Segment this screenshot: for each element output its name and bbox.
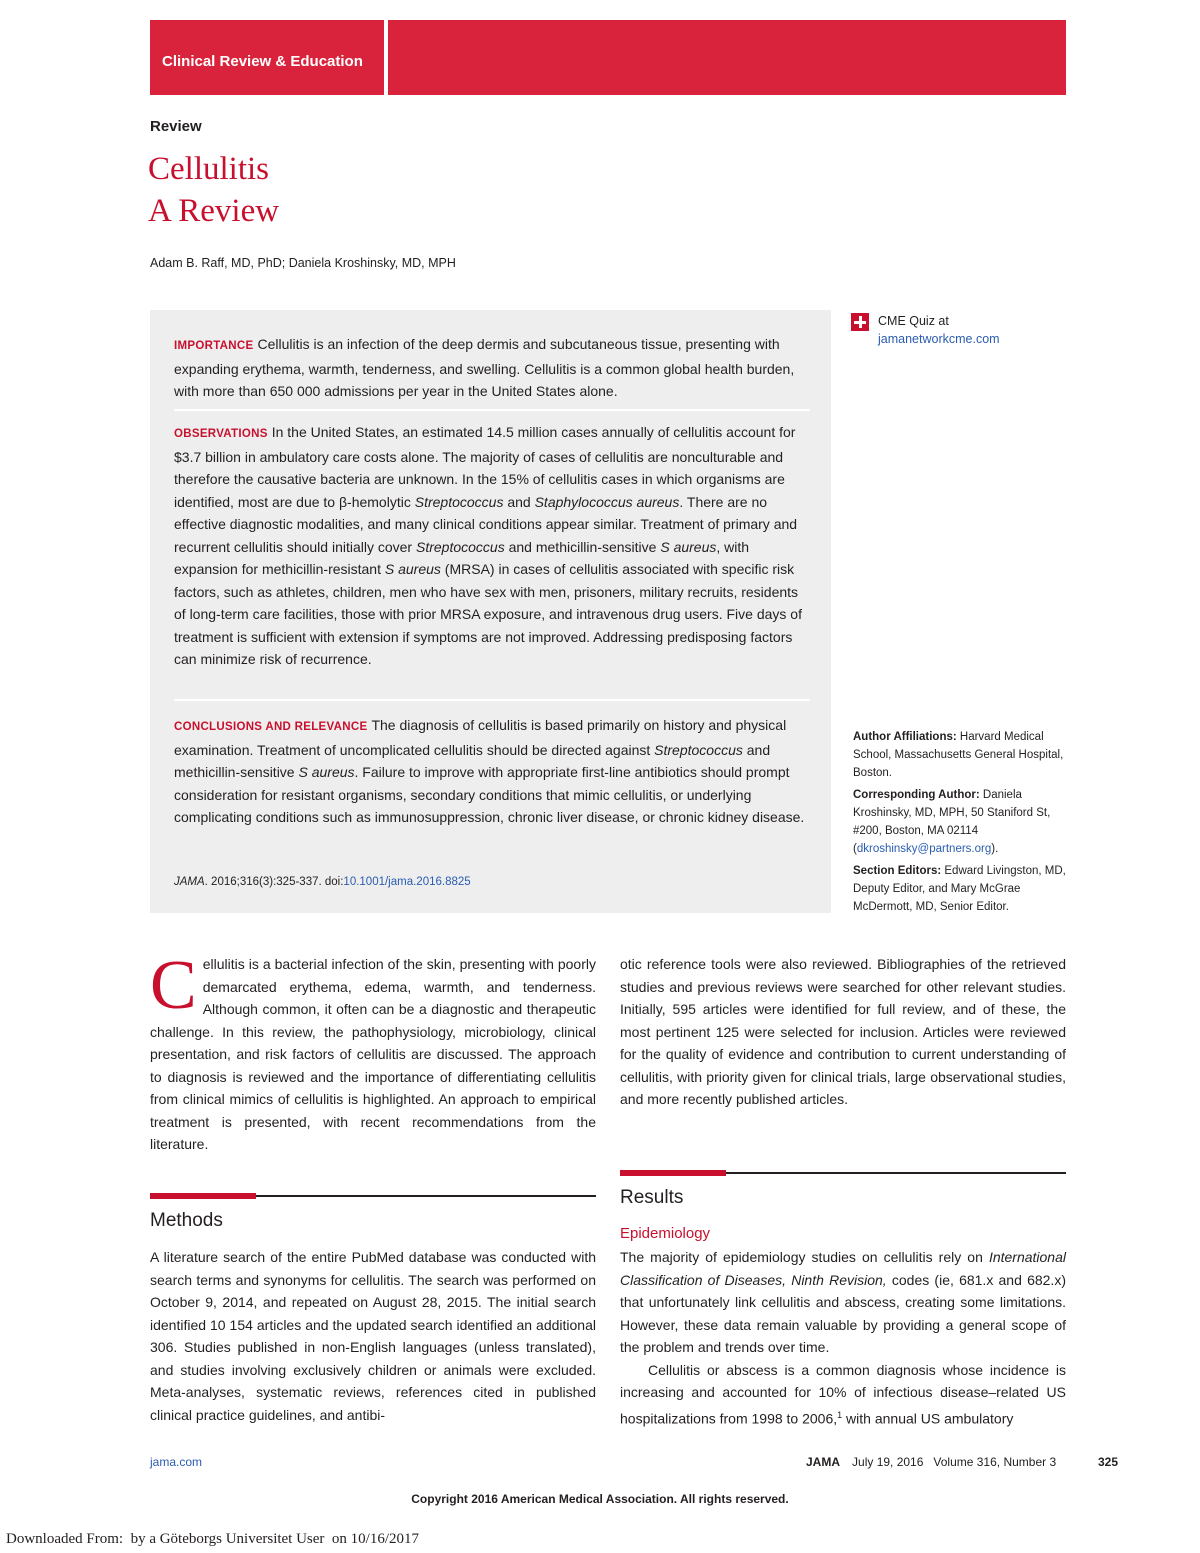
author-notes	[853, 728, 1068, 920]
author-list: Adam B. Raff, MD, PhD; Daniela Kroshinsky, MD, MPH	[150, 256, 456, 270]
footer-site-link[interactable]: jama.com	[150, 1455, 203, 1469]
footer-journal: JAMA	[806, 1455, 841, 1469]
observations-heading: OBSERVATIONS	[174, 428, 268, 440]
download-stamp: Downloaded From: by a Göteborgs Universitet User on 10/16/2017	[6, 1531, 420, 1547]
continued-paragraph: otic reference tools were also reviewed. Bibliographies of the retrieved studies and previous reviews were searched for other relevant studies. Initially, 595 articles were identified for full review, and of these, the most pertinent 125 were selected for inclusion. Articles were reviewed for the quality of evidence and contribution to current understanding of cellulitis, with priority given for clinical trials, large observational studies, and more recently published articles.	[620, 956, 1066, 1107]
section-editors	[853, 862, 1068, 916]
results-text-span: Cellulitis or abscess is a common diagnosis whose incidence is increasing and accounted for 10% of infectious disease–related US hospitalizations from 1998 to 2006,	[620, 1361, 1066, 1427]
editors-heading: Section Editors:	[853, 865, 942, 877]
results-paragraph-2	[620, 1359, 1066, 1430]
results-heading: Results	[620, 1187, 684, 1208]
obs-text: (MRSA) in cases of cellulitis associated with specific risk factors, such as athletes, children, men who have sex with men, prisoners, military recruits, residents of long-term care facilities, those with prior MRSA exposure, and intravenous drug users. Five days of treatment is sufficient with extension if symptoms are not improved. Addressing predisposing factors can minimize risk of recurrence.	[174, 561, 802, 667]
results-paragraph-1	[620, 1246, 1066, 1359]
citation-journal: JAMA	[174, 876, 205, 888]
obs-text: . There are no effective diagnostic modalities, and many clinical conditions appear similar. Treatment of primary and recurrent cellulitis should initially cover	[174, 493, 798, 555]
email-link[interactable]: dkroshinsky@partners.org	[856, 843, 992, 855]
obs-italic: S aureus	[660, 538, 717, 555]
cme-link[interactable]: jamanetworkcme.com	[878, 332, 1000, 346]
conclusions-heading: CONCLUSIONS AND RELEVANCE	[174, 721, 368, 733]
corresponding-text: Daniela Kroshinsky, MD, MPH, 50 Staniford St, #200, Boston, MA 02114 (	[853, 789, 1051, 855]
obs-text: , with expansion for methicillin-resistant	[174, 538, 750, 577]
methods-rule	[150, 1193, 596, 1199]
importance-text: Cellulitis is an infection of the deep dermis and subcutaneous tissue, presenting with expanding erythema, warmth, tenderness, and swelling. Cellulitis is a common global health burden, with more than 650 000 admissions per year in the United States alone.	[174, 336, 795, 399]
reference-superscript[interactable]: 1	[837, 1409, 843, 1420]
conc-text: and methicillin-sensitive	[174, 741, 771, 780]
methods-text	[150, 1246, 596, 1426]
banner-right-block	[388, 20, 1066, 95]
obs-italic: Staphylococcus aureus	[534, 493, 680, 510]
epidemiology-heading: Epidemiology	[620, 1225, 711, 1242]
affiliations-heading: Author Affiliations:	[853, 731, 957, 743]
affiliations-text: Harvard Medical School, Massachusetts General Hospital, Boston.	[853, 731, 1064, 779]
drop-cap: C	[150, 947, 197, 1024]
intro-paragraph	[150, 947, 596, 1156]
obs-italic: Streptococcus	[416, 538, 505, 555]
methods-continued	[620, 953, 1066, 1111]
footer-issue-text: July 19, 2016 Volume 316, Number 3	[852, 1455, 1057, 1469]
article-type: Review	[150, 118, 202, 135]
obs-text: and methicillin-sensitive	[504, 538, 661, 555]
cme-label: CME Quiz at	[878, 314, 949, 328]
results-text-span: The majority of epidemiology studies on cellulitis rely on	[620, 1249, 989, 1265]
conc-italic: S aureus	[298, 764, 355, 780]
results-rule	[620, 1170, 1066, 1176]
methods-paragraph: A literature search of the entire PubMed database was conducted with search terms and synonyms for cellulitis. The search was performed on October 9, 2014, and repeated on August 28, 2015. The initial search identified 10 154 articles and the updated search identified an additional 306. Studies published in non-English languages (unless translated), and studies involving exclusively children or animals were excluded. Meta-analyses, systematic reviews, references cited in published clinical practice guidelines, and antibi-	[150, 1249, 596, 1423]
methods-heading: Methods	[150, 1210, 223, 1231]
obs-italic: Streptococcus	[414, 493, 504, 510]
title-line-1: Cellulitis	[148, 151, 270, 187]
corresponding-end: ).	[991, 843, 999, 855]
obs-italic: S aureus	[384, 561, 441, 577]
abstract-divider	[174, 409, 810, 411]
obs-text: In the United States, an estimated 14.5 million cases annually of cellulitis account for $3.7 billion in ambulatory care costs alone. The majority of cases of cellulitis are nonculturable and therefore the causative bacteria are unknown. In the 15% of cellulitis cases in which organisms are identified, most are due to β-hemolytic	[174, 424, 796, 510]
banner-left-block	[150, 20, 384, 95]
results-text-span: codes (ie, 681.x and 682.x) that unfortunately link cellulitis and abscess, creating some limitations. However, these data remain valuable by providing a general scope of the problem and trends over time.	[620, 1271, 1066, 1355]
banner-label: Clinical Review & Education	[162, 53, 363, 70]
icd-title: International Classification of Diseases, Ninth Revision,	[620, 1249, 1066, 1288]
section-banner	[150, 20, 1066, 95]
abstract-conclusions	[174, 714, 810, 829]
abstract-observations	[174, 421, 810, 671]
editors-text: Edward Livingston, MD, Deputy Editor, and Mary McGrae McDermott, MD, Senior Editor.	[853, 865, 1066, 913]
corresponding-author	[853, 786, 1068, 858]
intro-text: ellulitis is a bacterial infection of the skin, presenting with poorly demarcated erythema, edema, warmth, and tenderness. Although common, it often can be a diagnostic and therapeutic challenge. In this review, the pathophysiology, microbiology, clinical presentation, and risk factors of cellulitis are discussed. The approach to diagnosis is reviewed and the importance of differentiating cellulitis from clinical mimics of cellulitis is highlighted. An approach to empirical treatment is presented, with recent recommendations from the literature.	[150, 956, 596, 1152]
results-text-span: with annual US ambulatory	[842, 1410, 1014, 1427]
abstract-divider	[174, 699, 810, 701]
abstract-box	[150, 310, 831, 913]
footer-issue	[806, 1455, 1056, 1469]
corresponding-heading: Corresponding Author:	[853, 789, 980, 801]
doi-link[interactable]: 10.1001/jama.2016.8825	[343, 876, 471, 888]
obs-text: and	[503, 493, 535, 510]
page-number: 325	[1098, 1455, 1119, 1469]
conc-text: . Failure to improve with appropriate first-line antibiotics should prompt consideration for resistant organisms, secondary conditions that mimic cellulitis, or underlying complicating conditions such as immunosuppression, chronic liver disease, or chronic kidney disease.	[174, 764, 805, 825]
affiliations	[853, 728, 1068, 782]
title-line-2: A Review	[148, 193, 280, 229]
citation	[174, 876, 471, 888]
citation-text: . 2016;316(3):325-337. doi:	[204, 876, 344, 888]
importance-heading: IMPORTANCE	[174, 340, 254, 352]
article-title	[148, 148, 279, 232]
conc-italic: Streptococcus	[654, 741, 743, 758]
conc-text: The diagnosis of cellulitis is based primarily on history and physical examination. Treatment of uncomplicated cellulitis should be directed against	[174, 717, 787, 758]
plus-icon	[851, 313, 869, 331]
copyright: Copyright 2016 American Medical Association. All rights reserved.	[411, 1492, 789, 1506]
results-text	[620, 1246, 1066, 1430]
abstract-importance	[174, 333, 810, 403]
